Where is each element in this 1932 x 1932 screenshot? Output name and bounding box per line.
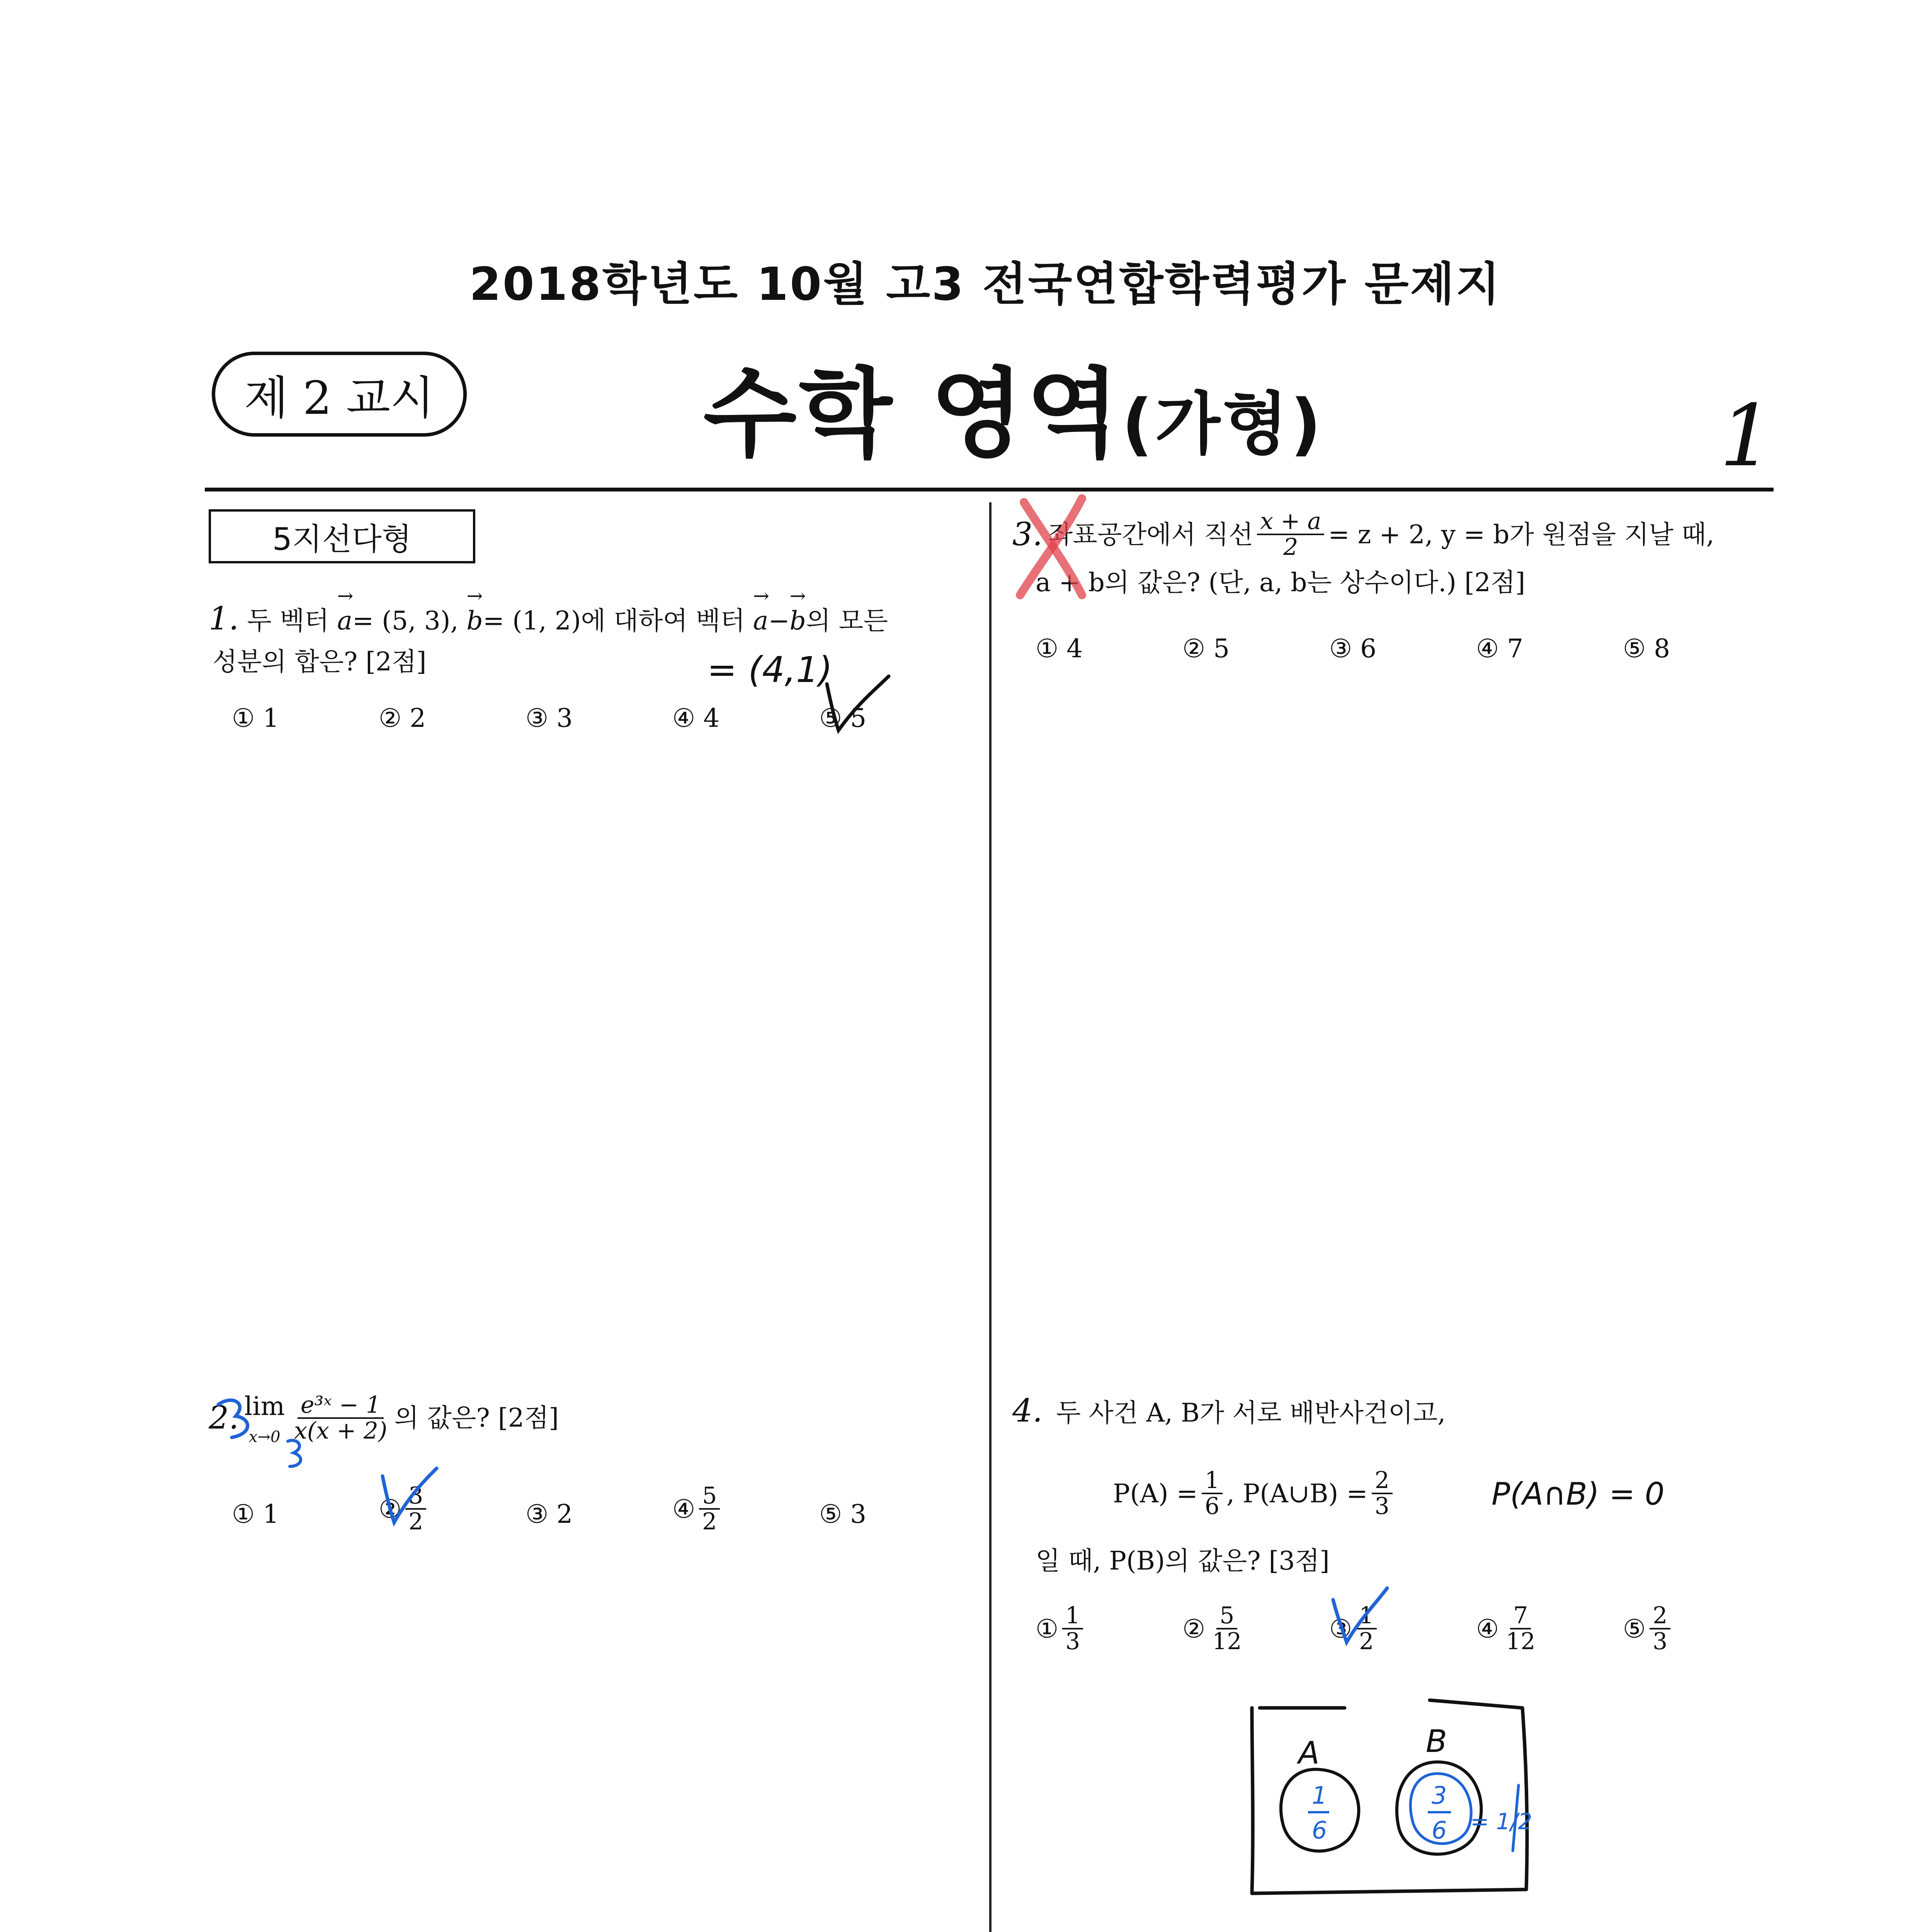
- line-fraction: $\frac{x + a}{2}$: [1257, 509, 1324, 560]
- q2-choice-2[interactable]: ② $\frac{3}{2}$: [379, 1484, 430, 1534]
- q4-choice-3[interactable]: ③ $\frac{1}{2}$: [1329, 1604, 1381, 1654]
- q1-choice-2[interactable]: ② 2: [379, 703, 426, 733]
- venn-box: [1252, 1700, 1527, 1893]
- q1-choice-3[interactable]: ③ 3: [526, 703, 573, 733]
- question-type-label: 5지선다형: [209, 509, 475, 563]
- exam-title: 2018학년도 10월 고3 전국연합학력평가 문제지: [469, 257, 1502, 311]
- q1-check-mark: [827, 676, 889, 730]
- question-2: 2. lim x→0 $\frac{\text{e³ˣ − 1}}{x(x + 2)}$ 의 값은? [2점]: [209, 1387, 559, 1449]
- question-number: 4.: [1012, 1393, 1043, 1429]
- subject-main: 수학 영역: [703, 358, 1122, 470]
- q2-choice-1[interactable]: ① 1: [232, 1499, 279, 1529]
- q4-choice-5[interactable]: ⑤ $\frac{2}{3}$: [1623, 1604, 1674, 1654]
- q3-choice-3[interactable]: ③ 6: [1329, 634, 1377, 663]
- vector-b: → b: [467, 602, 483, 640]
- q4-choice-4[interactable]: ④ $\frac{7}{12}$: [1476, 1602, 1536, 1655]
- question-4-given: P(A) = $\frac{1}{6}$ , P(A∪B) = $\frac{2}{3}$: [1113, 1468, 1396, 1519]
- page-number: 1: [1719, 386, 1774, 485]
- q4-handwritten-note: P(A∩B) = 0: [1492, 1476, 1665, 1512]
- question-4-line-3: 일 때, P(B)의 값은? [3점]: [1036, 1546, 1330, 1576]
- question-1-line-1: 1. 두 벡터 → a= (5, 3), → b= (1, 2)에 대하여 벡터 → a−→ b의 모든: [209, 595, 966, 643]
- subject-sub: (가형): [1122, 385, 1324, 464]
- q2-choice-4[interactable]: ④ $\frac{5}{2}$: [672, 1484, 724, 1534]
- q4-choice-1[interactable]: ① $\frac{1}{3}$: [1036, 1604, 1087, 1654]
- question-number: 3.: [1012, 516, 1043, 553]
- venn-a-num: 1: [1312, 1781, 1327, 1810]
- question-1-line-2: 성분의 합은? [2점]: [213, 647, 427, 677]
- q3-choice-4[interactable]: ④ 7: [1476, 634, 1524, 663]
- vector-a-diff: → a: [753, 602, 768, 640]
- venn-label-a: A: [1298, 1735, 1320, 1771]
- q3-choice-5[interactable]: ⑤ 8: [1623, 634, 1670, 663]
- venn-b-den: 6: [1432, 1816, 1447, 1844]
- q3-choice-2[interactable]: ② 5: [1182, 634, 1230, 663]
- question-4-line-1: 4. 두 사건 A, B가 서로 배반사건이고,: [1012, 1393, 1446, 1429]
- q1-choice-4[interactable]: ④ 4: [672, 703, 720, 733]
- q2-choice-5[interactable]: ⑤ 3: [819, 1499, 867, 1529]
- venn-a-den: 6: [1312, 1816, 1327, 1844]
- question-3-line-1: 3. 좌표공간에서 직선 $\frac{x + a}{2}$ = z + 2, y = b가 원점을 지날 때,: [1012, 508, 1714, 561]
- q2-check-mark: [383, 1468, 437, 1522]
- limit-operator: lim x→0: [244, 1391, 285, 1446]
- question-3-line-2: a + b의 값은? (단, a, b는 상수이다.) [2점]: [1036, 568, 1526, 597]
- question-number: 1.: [209, 600, 239, 637]
- q2-choice-3[interactable]: ③ 2: [526, 1499, 573, 1529]
- q1-choice-5[interactable]: ⑤ 5: [819, 703, 867, 733]
- vector-b-diff: → b: [790, 602, 806, 640]
- q2-limit-scribble: [288, 1440, 301, 1466]
- q2-number-scribble: [218, 1400, 248, 1437]
- venn-b-num: 3: [1432, 1781, 1447, 1810]
- limit-fraction: $\frac{\text{e³ˣ − 1}}{x(x + 2)}$: [294, 1391, 388, 1444]
- session-label: 제 2 교시: [212, 352, 467, 437]
- question-number: 2.: [209, 1400, 239, 1436]
- q4-check-mark: [1333, 1588, 1387, 1642]
- venn-label-b: B: [1426, 1723, 1447, 1759]
- venn-b-result: = 1/2: [1470, 1808, 1532, 1835]
- q3-choice-1[interactable]: ① 4: [1036, 634, 1083, 663]
- q1-handwritten-answer: = (4,1): [707, 649, 833, 690]
- q1-choice-1[interactable]: ① 1: [232, 703, 279, 733]
- q4-choice-2[interactable]: ② $\frac{5}{12}$: [1182, 1602, 1242, 1655]
- vector-a: → a: [337, 602, 352, 640]
